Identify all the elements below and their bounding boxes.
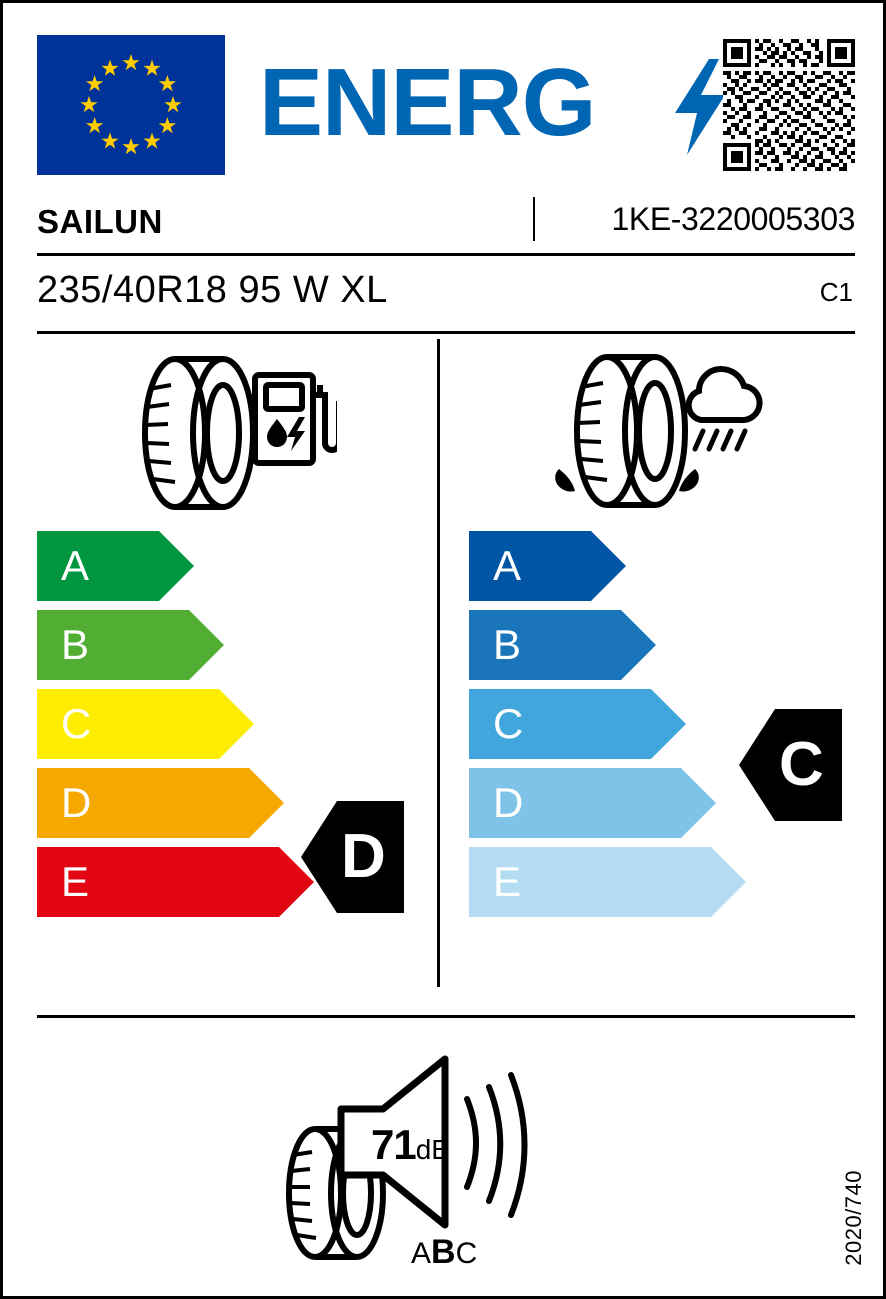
fuel-grade-e-letter: E bbox=[61, 858, 90, 905]
tyre-fuel-pump-icon bbox=[127, 351, 337, 516]
wet-grip-result bbox=[739, 709, 842, 821]
wet-grip-scale bbox=[469, 531, 746, 926]
noise-class-c: C bbox=[455, 1237, 478, 1270]
wet-grade-e-letter: E bbox=[493, 858, 522, 905]
label-header bbox=[37, 35, 855, 175]
fuel-result-arrow bbox=[301, 801, 337, 913]
brand-name: SAILUN bbox=[37, 203, 163, 240]
fuel-grade-b-letter: B bbox=[61, 621, 90, 668]
wet-grade-d-letter: D bbox=[493, 779, 524, 826]
divider-middle bbox=[37, 331, 855, 334]
wet-grade-c-letter: C bbox=[493, 700, 524, 747]
divider-bottom bbox=[37, 1015, 855, 1018]
fuel-result-letter: D bbox=[341, 822, 386, 891]
lightning-bolt-icon bbox=[669, 59, 729, 155]
tyre-rain-cloud-icon bbox=[531, 351, 781, 516]
fuel-grade-b bbox=[37, 610, 314, 680]
wet-grade-e bbox=[469, 847, 746, 917]
fuel-grade-c-letter: C bbox=[61, 700, 92, 747]
wet-grade-c bbox=[469, 689, 746, 759]
fuel-grade-d-letter: D bbox=[61, 779, 92, 826]
noise-db-unit: dB bbox=[415, 1134, 450, 1165]
tyre-size: 235/40R18 95 W XL bbox=[37, 269, 388, 311]
noise-db-number: 71 bbox=[371, 1121, 416, 1168]
wet-grade-a-letter: A bbox=[493, 542, 522, 589]
regulation-reference: 2020/740 bbox=[841, 1170, 866, 1266]
divider-top bbox=[37, 253, 855, 256]
noise-class-row bbox=[411, 1233, 477, 1272]
fuel-efficiency-result bbox=[301, 801, 404, 913]
noise-class-b-selected: B bbox=[431, 1233, 456, 1271]
fuel-grade-a-letter: A bbox=[61, 542, 90, 589]
qr-code-icon bbox=[723, 39, 855, 171]
noise-value bbox=[371, 1121, 450, 1169]
noise-section bbox=[283, 1047, 613, 1271]
brand-separator bbox=[533, 197, 535, 241]
eu-flag-icon bbox=[37, 35, 225, 175]
fuel-grade-d bbox=[37, 768, 314, 838]
fuel-grade-e bbox=[37, 847, 314, 917]
vertical-divider bbox=[437, 339, 440, 987]
wet-result-arrow bbox=[739, 709, 775, 821]
wet-grade-b-letter: B bbox=[493, 621, 522, 668]
fuel-grade-a bbox=[37, 531, 314, 601]
fuel-grade-c bbox=[37, 689, 314, 759]
tyre-class: C1 bbox=[819, 277, 853, 307]
wet-result-letter: C bbox=[779, 730, 824, 799]
energy-wordmark: ENERG bbox=[259, 49, 596, 156]
brand-row bbox=[37, 199, 855, 253]
wet-grade-b bbox=[469, 610, 746, 680]
wet-grade-d bbox=[469, 768, 746, 838]
fuel-efficiency-scale bbox=[37, 531, 314, 926]
model-code: 1KE-3220005303 bbox=[611, 201, 855, 237]
noise-class-a: A bbox=[411, 1237, 432, 1270]
wet-grade-a bbox=[469, 531, 746, 601]
size-row bbox=[37, 269, 855, 317]
